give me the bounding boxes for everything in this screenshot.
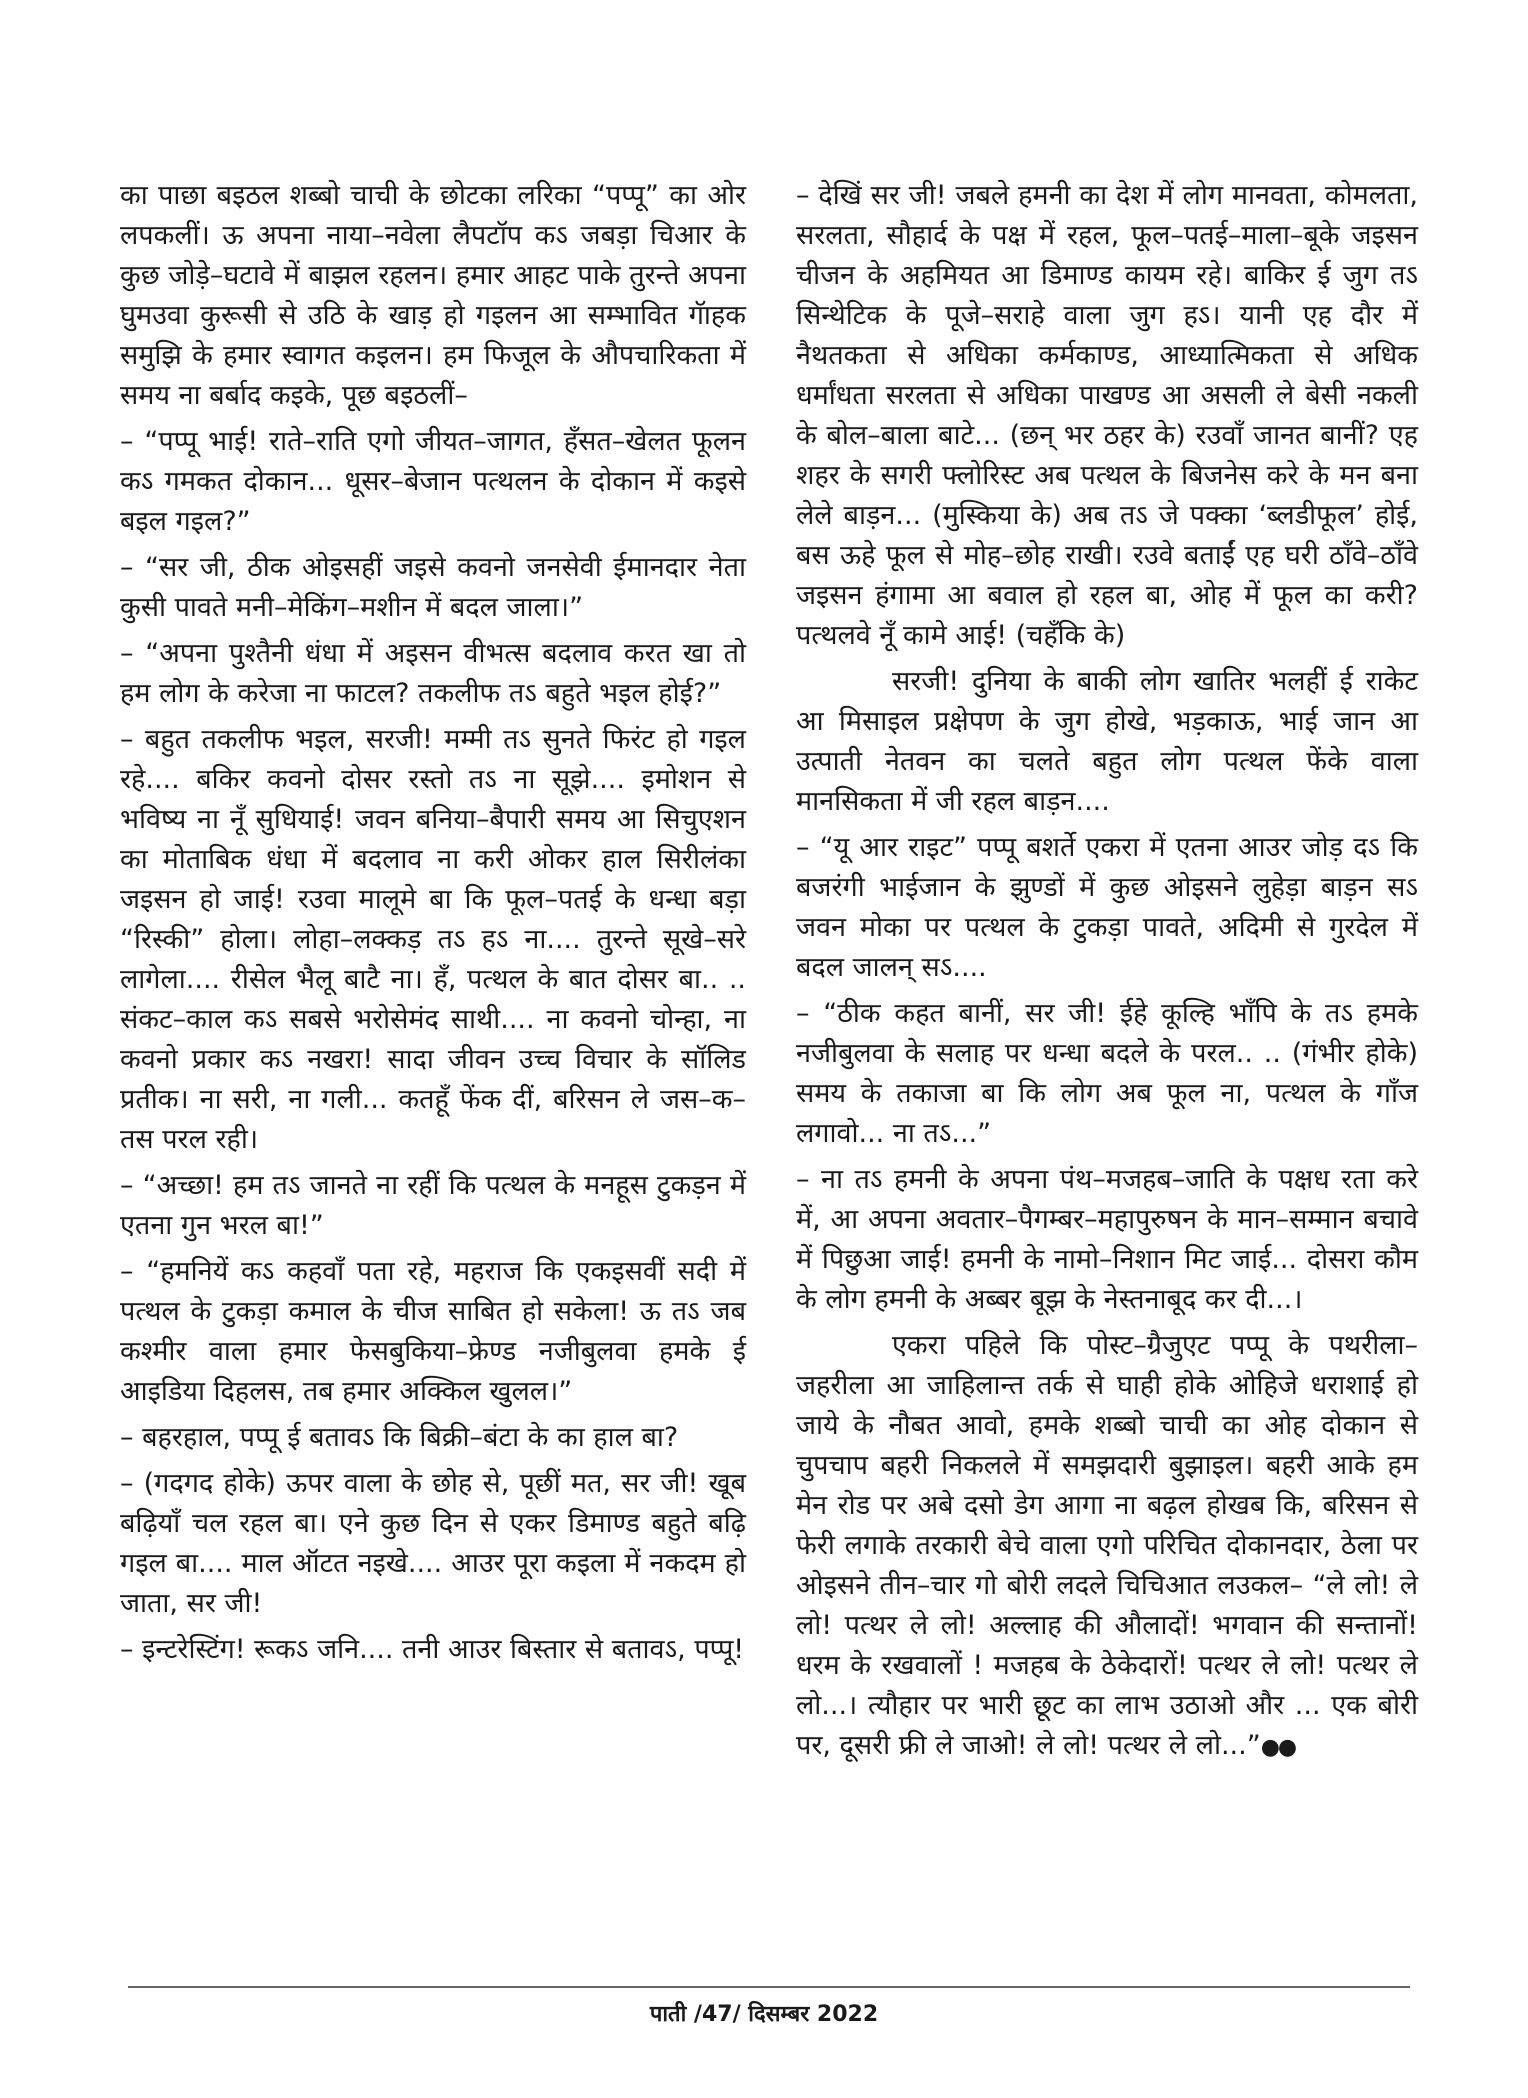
- paragraph: – देखिं सर जी! जबले हमनी का देश में लोग मानवता, कोमलता, सरलता, सौहार्द के पक्ष में रहल, फूल–पतई–माला–बूके जइसन चीजन के अहमियत आ डिमाण्ड कायम रहे। बाकिर ई जुग तऽ सिन्थेटिक के पूजे–सराहे वाला जुग हऽ। यानी एह दौर में नैथतकता से अधिका कर्मकाण्ड, आध्यात्मिकता से अधिक धर्मांधता सरलता से अधिका पाखण्ड आ असली ले बेसी नकली के बोल–बाला बाटे... (छन् भर ठहर के) रउवाँ जानत बानीं? एह शहर के सगरी फ्लोरिस्ट अब पत्थल के बिजनेस करे के मन बना लेले बाड़न... (मुस्किया के) अब तऽ जे पक्का ‘ब्लडीफूल’ होई, बस ऊहे फूल से मोह–छोह राखी। रउवे बताईं एह घरी ठाँवे–ठाँवे जइसन हंगामा आ बवाल हो रहल बा, ओह में फूल का करी? पत्थलवे नूँ कामे आई! (चहँकि के): [796, 180, 1418, 651]
- paragraph: – इन्टरेस्टिंग! रूकऽ जनि.... तनी आउर बिस्तार से बतावऽ, पप्पू!: [120, 1634, 745, 1665]
- footer-rule: [128, 1986, 1410, 1988]
- paragraph: – “सर जी, ठीक ओइसहीं जइसे कवनो जनसेवी ईमानदार नेता कुसी पावते मनी–मेकिंग–मशीन में बदल जाला।”: [120, 552, 746, 623]
- paragraph: – बहुत तकलीफ भइल, सरजी! मम्मी तऽ सुनते फिरंट हो गइल रहे.... बकिर कवनो दोसर रस्तो तऽ ना सूझे.... इमोशन से भविष्य ना नूँ सुधियाई! जवन बनिया–बैपारी समय आ सिचुएशन का मोताबिक धंधा में बदलाव ना करी ओकर हाल सिरीलंका जइसन हो जाई! रउवा मालूमे बा कि फूल–पतई के धन्धा बड़ा “रिस्की” होला। लोहा–लक्कड़ तऽ हऽ ना.... तुरन्ते सूखे–सरे लागेला.... रीसेल भैलू बाटै ना। हँ, पत्थल के बात दोसर बा.. .. संकट–काल कऽ सबसे भरोसेमंद साथी.... ना कवनो चोन्हा, ना कवनो प्रकार कऽ नखरा! सादा जीवन उच्च विचार के सॉलिड प्रतीक। ना सरी, ना गली... कतहूँ फेंक दीं, बरिसन ले जस–क–तस परल रही।: [120, 724, 746, 1155]
- paragraph: सरजी! दुनिया के बाकी लोग खातिर भलहीं ई राकेट आ मिसाइल प्रक्षेपण के जुग होखे, भड़काऊ, भाई जान आ उत्पाती नेतवन का चलते बहुत लोग पत्थल फेंके वाला मानसिकता में जी रहल बाड़न....: [796, 666, 1418, 817]
- left-column: [120, 176, 746, 1676]
- paragraph: – “हमनियें कऽ कहवाँ पता रहे, महराज कि एकइसवीं सदी में पत्थल के टुकड़ा कमाल के चीज साबित हो सकेला! ऊ तऽ जब कश्मीर वाला हमार फेसबुकिया–फ्रेण्ड नजीबुलवा हमके ई आइडिया दिहलस, तब हमार अक्किल खुलल।”: [120, 1256, 746, 1407]
- paragraph: का पाछा बइठल शब्बो चाची के छोटका लरिका “पप्पू” का ओर लपकलीं। ऊ अपना नाया–नवेला लैपटॉप कऽ जबड़ा चिआर के कुछ जोड़े–घटावे में बाझल रहलन। हमार आहट पाके तुरन्ते अपना घुमउवा कुरूसी से उठि के खाड़ हो गइलन आ सम्भावित गॅाहक समुझि के हमार स्वागत कइलन। हम फिजूल के औपचारिकता में समय ना बर्बाद कइके, पूछ बइठलीं–: [120, 180, 746, 411]
- paragraph: – “यू आर राइट” पप्पू बशर्ते एकरा में एतना आउर जोड़ दऽ कि बजरंगी भाईजान के झुण्डों में कुछ ओइसने लुहेड़ा बाड़न सऽ जवन मोका पर पत्थल के टुकड़ा पावते, अदिमी से गुरदेल में बदल जालन् सऽ....: [796, 832, 1418, 983]
- paragraph: – “अच्छा! हम तऽ जानते ना रहीं कि पत्थल के मनहूस टुकड़न में एतना गुन भरल बा!”: [120, 1170, 746, 1241]
- page-footer: पाती /47/ दिसम्बर 2022: [649, 2002, 879, 2027]
- paragraph: – बहरहाल, पप्पू ई बतावऽ कि बिक्री–बंटा के का हाल बा?: [120, 1422, 679, 1453]
- paragraph: – (गदगद होके) ऊपर वाला के छोह से, पूछीं मत, सर जी! खूब बढ़ियाँ चल रहल बा। एने कुछ दिन से एकर डिमाण्ड बहुते बढ़ि गइल बा.... माल ऑटत नइखे.... आउर पूरा कइला में नकदम हो जाता, सर जी!: [120, 1468, 746, 1619]
- end-of-article-mark: ●●: [1260, 1735, 1296, 1760]
- paragraph: – ना तऽ हमनी के अपना पंथ–मजहब–जाति के पक्षध रता करे में, आ अपना अवतार–पैगम्बर–महापुरुषन के मान–सम्मान बचावे में पिछुआ जाई! हमनी के नामो–निशान मिट जाई... दोसरा कौम के लोग हमनी के अब्बर बूझ के नेस्तनाबूद कर दी...।: [796, 1164, 1418, 1315]
- closing-paragraph-text: एकरा पहिले कि पोस्ट–ग्रैजुएट पप्पू के पथरीला–जहरीला आ जाहिलान्त तर्क से घाही होके ओहिजे धराशाई हो जाये के नौबत आवो, हमके शब्बो चाची का ओह दोकान से चुपचाप बहरी निकलले में समझदारी बुझाइल। बहरी आके हम मेन रोड पर अबे दसो डेग आगा ना बढ़ल होखब कि, बरिसन से फेरी लगाके तरकारी बेचे वाला एगो परिचित दोकानदार, ठेला पर ओइसने तीन–चार गो बोरी लदले चिचिआत लउकल– “ले लो! ले लो! पत्थर ले लो! अल्लाह की औलादों! भगवान की सन्तानों! धरम के रखवालों ! मजहब के ठेकेदारों! पत्थर ले लो! पत्थर ले लो...। त्यौहार पर भारी छूट का लाभ उठाओ और ... एक बोरी पर, दूसरी फ्री ले जाओ! ले लो! पत्थर ले लो...”: [796, 1330, 1418, 1761]
- paragraph: [796, 1326, 1418, 1768]
- paragraph: – “पप्पू भाई! राते–राति एगो जीयत–जागत, हँसत–खेलत फूलन कऽ गमकत दोकान... धूसर–बेजान पत्थलन के दोकान में कइसे बइल गइल?”: [120, 426, 746, 537]
- paragraph: – “ठीक कहत बानीं, सर जी! ईहे कूल्हि भाँपि के तऽ हमके नजीबुलवा के सलाह पर धन्धा बदले के परल.. .. (गंभीर होके) समय के तकाजा बा कि लोग अब फूल ना, पत्थल के गाँज लगावो... ना तऽ...”: [796, 998, 1418, 1149]
- paragraph: – “अपना पुश्तैनी धंधा में अइसन वीभत्स बदलाव करत खा तो हम लोग के करेजा ना फाटल? तकलीफ तऽ बहुते भइल होई?”: [120, 638, 746, 709]
- right-column: [796, 176, 1418, 1774]
